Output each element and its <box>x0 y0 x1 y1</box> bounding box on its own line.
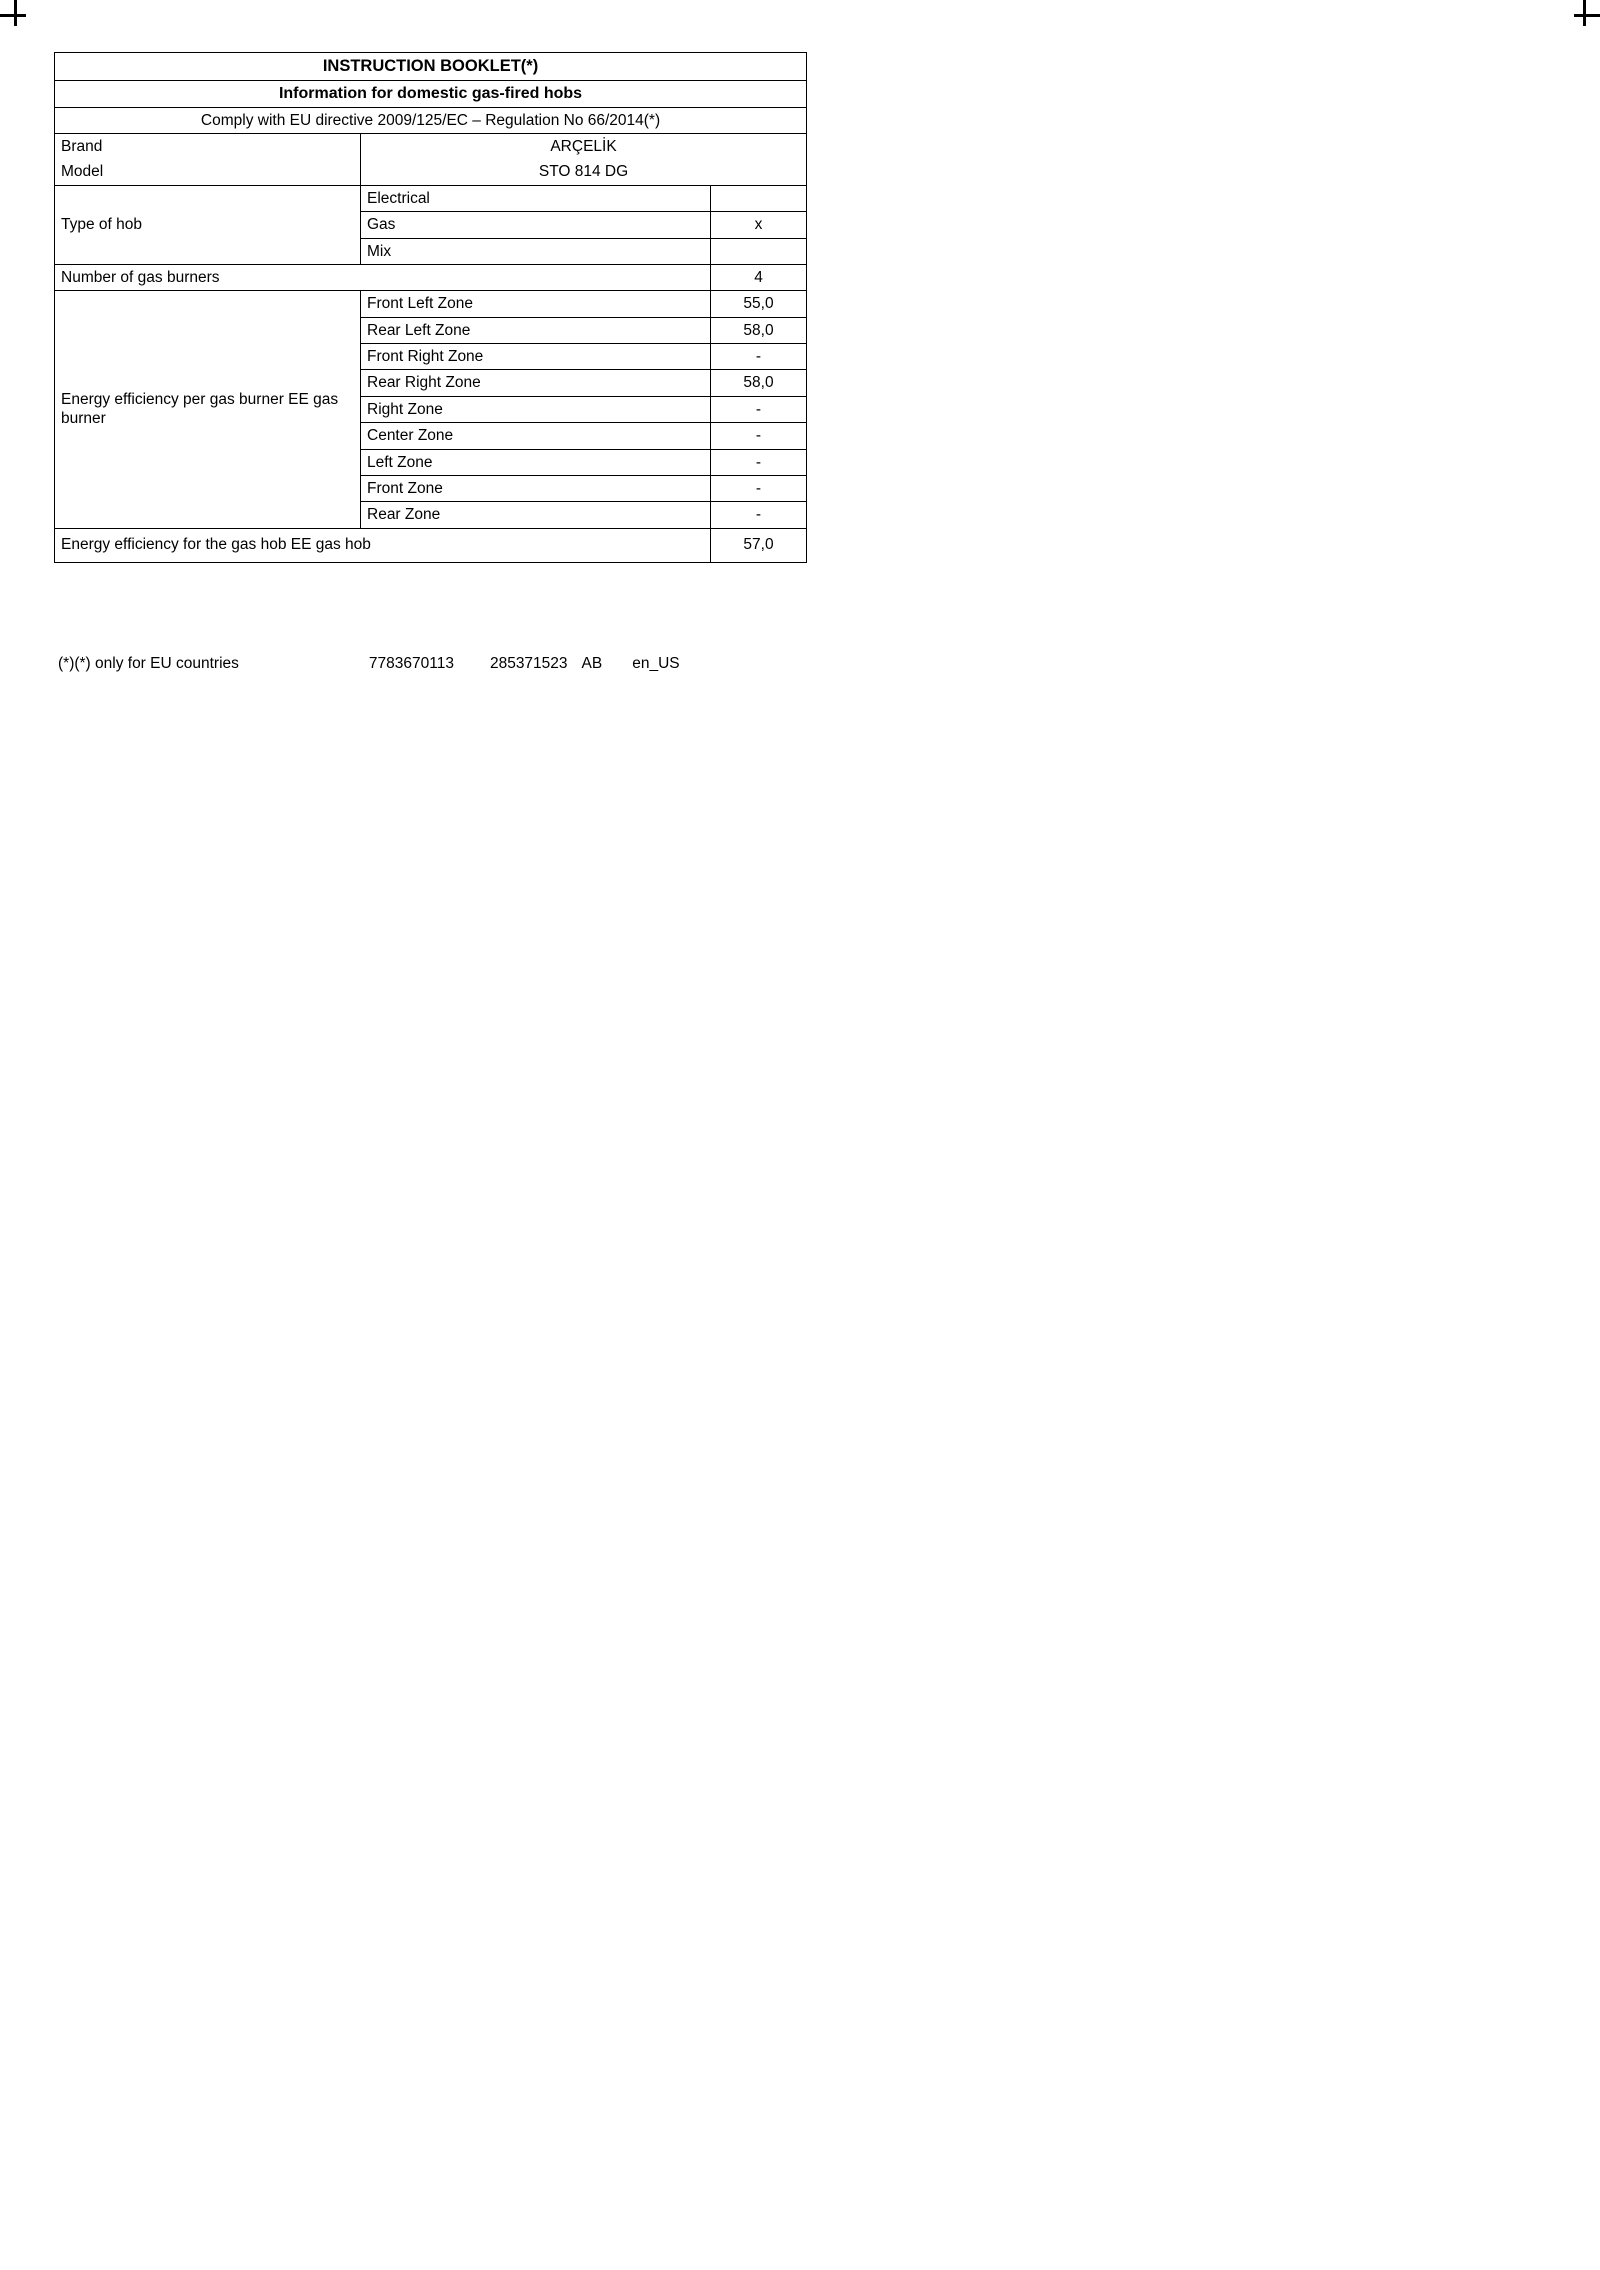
burners-label: Number of gas burners <box>55 264 711 290</box>
zone-name-rear-right: Rear Right Zone <box>361 370 711 396</box>
document-code-primary: 7783670113 <box>368 655 454 672</box>
zone-value-front-left: 55,0 <box>711 291 807 317</box>
table-row-title <box>55 53 807 81</box>
table-row-subtitle <box>55 80 807 107</box>
document-subtitle: Information for domestic gas-fired hobs <box>55 80 807 107</box>
table-row-burner-count <box>55 264 807 290</box>
zone-name-right: Right Zone <box>361 396 711 422</box>
type-name-electrical: Electrical <box>361 185 711 211</box>
table-row-type-electrical <box>55 185 807 211</box>
zone-name-front: Front Zone <box>361 475 711 501</box>
specification-sheet <box>54 52 814 563</box>
table-row-model <box>55 159 807 185</box>
document-code-secondary: 285371523 <box>489 655 568 672</box>
table-row-hob-efficiency <box>55 528 807 562</box>
zone-value-rear: - <box>711 502 807 528</box>
model-label: Model <box>55 159 361 185</box>
zone-value-left: - <box>711 449 807 475</box>
crop-mark-top-left-vertical <box>14 0 17 26</box>
efficiency-per-burner-label: Energy efficiency per gas burner EE gas burner <box>55 291 361 528</box>
zone-value-front: - <box>711 475 807 501</box>
type-name-mix: Mix <box>361 238 711 264</box>
crop-mark-top-right-horizontal <box>1574 14 1600 17</box>
zone-value-rear-right: 58,0 <box>711 370 807 396</box>
zone-value-front-right: - <box>711 344 807 370</box>
zone-name-rear: Rear Zone <box>361 502 711 528</box>
crop-mark-top-left-horizontal <box>0 14 26 17</box>
table-row-brand <box>55 134 807 160</box>
hob-efficiency-value: 57,0 <box>711 528 807 562</box>
type-value-mix <box>711 238 807 264</box>
document-title: INSTRUCTION BOOKLET(*) <box>55 53 807 81</box>
zone-name-left: Left Zone <box>361 449 711 475</box>
footer <box>58 655 838 673</box>
table-row-compliance <box>55 107 807 133</box>
model-value: STO 814 DG <box>361 159 807 185</box>
zone-name-front-left: Front Left Zone <box>361 291 711 317</box>
footnote-text: (*)(*) only for EU countries <box>58 655 239 672</box>
brand-value: ARÇELİK <box>361 134 807 160</box>
table-row-zone-front-left <box>55 291 807 317</box>
zone-value-center: - <box>711 423 807 449</box>
zone-name-center: Center Zone <box>361 423 711 449</box>
type-value-electrical <box>711 185 807 211</box>
document-code-suffix: AB <box>581 655 603 672</box>
brand-label: Brand <box>55 134 361 160</box>
zone-value-right: - <box>711 396 807 422</box>
crop-mark-top-right-vertical <box>1583 0 1586 26</box>
hob-efficiency-label: Energy efficiency for the gas hob EE gas hob <box>55 528 711 562</box>
compliance-statement: Comply with EU directive 2009/125/EC – Regulation No 66/2014(*) <box>55 107 807 133</box>
type-of-hob-label: Type of hob <box>55 185 361 264</box>
zone-name-front-right: Front Right Zone <box>361 344 711 370</box>
specification-table <box>54 52 807 563</box>
type-name-gas: Gas <box>361 212 711 238</box>
zone-name-rear-left: Rear Left Zone <box>361 317 711 343</box>
type-value-gas: x <box>711 212 807 238</box>
language-code: en_US <box>632 655 680 672</box>
burners-value: 4 <box>711 264 807 290</box>
zone-value-rear-left: 58,0 <box>711 317 807 343</box>
